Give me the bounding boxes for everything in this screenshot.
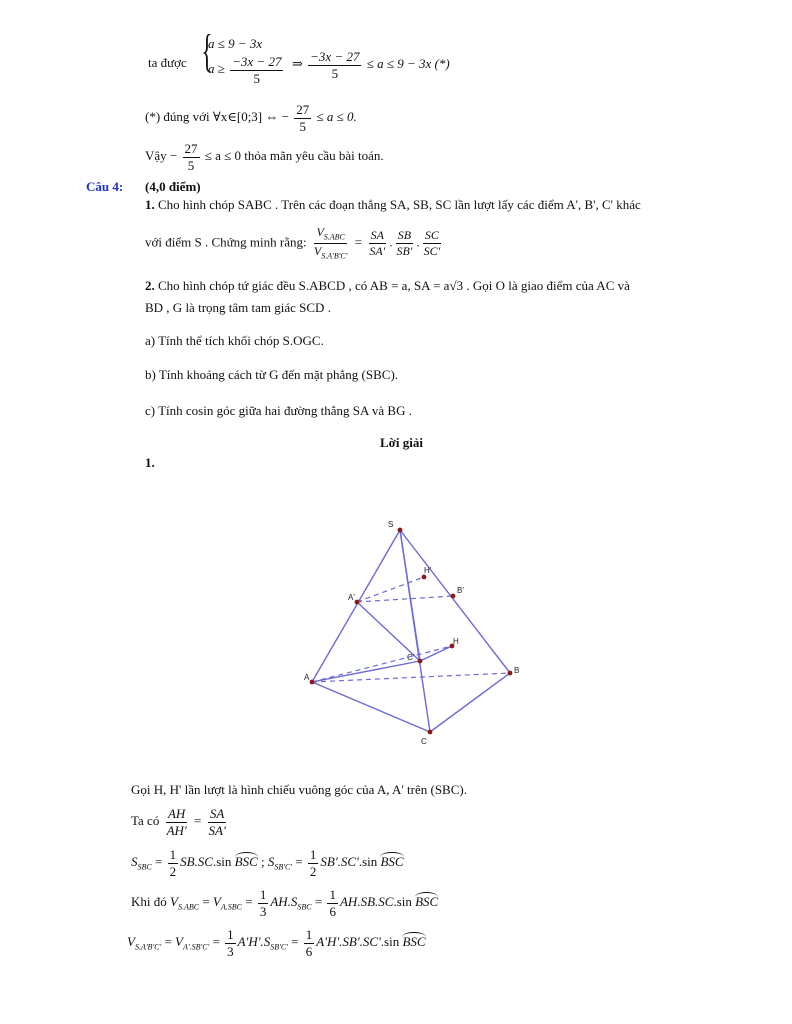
solution-part: 1. — [145, 455, 155, 470]
question-label: Câu 4: — [86, 179, 124, 194]
solution-volume-line2: $V_{S.A'B'C'} = V_{A'.SB'C'}$ = $\frac{1}{3}$ $A'H'.S_{SB'C'}$ = $\frac{1}{6}$ A'H'.SB'.SC'.sin BSC — [127, 927, 426, 959]
solution-title: Lời giải — [380, 435, 423, 450]
conclusion: Vậy − $\frac{27}{5}$ ≤ a ≤ 0 thỏa mãn yêu cầu bài toán. — [145, 141, 384, 173]
pyramid-figure — [290, 515, 530, 750]
system-brace: { — [201, 25, 213, 76]
label-S: S — [388, 520, 394, 529]
solution-area-line: $S_{SBC}$ = $\frac{1}{2}$ SB.SC.sin BSC ; $S_{SB'C'}$ = $\frac{1}{2}$ SB'.SC'.sin BSC — [131, 847, 404, 879]
label-B-prime: B' — [457, 586, 464, 595]
part2-b: b) Tính khoảng cách từ G đến mặt phẳng (SBC). — [145, 367, 399, 382]
part2-text: 2. Cho hình chóp tứ giác đều S.ABCD , có AB = a, SA = a√3 . Gọi O là giao điểm của AC và — [145, 278, 630, 293]
question-points: (4,0 điểm) — [145, 179, 201, 194]
part2-a: a) Tính thể tích khối chóp S.OGC. — [145, 333, 324, 348]
label-H: H — [453, 637, 459, 646]
star-condition: (*) đúng với ∀x∈[0;3] ⇔ − $\frac{27}{5}$ ≤ a ≤ 0. — [145, 102, 357, 134]
part2-text2: BD , G là trọng tâm tam giác SCD . — [145, 300, 331, 315]
part1-text: 1. Cho hình chóp SABC . Trên các đoạn thẳng SA, SB, SC lần lượt lấy các điểm A', B', C' khác — [145, 197, 641, 212]
label-A-prime: A' — [348, 593, 355, 602]
part2-c: c) Tính cosin góc giữa hai đường thẳng SA và BG . — [145, 403, 412, 418]
system-eq1: a ≤ 9 − 3x — [208, 36, 263, 51]
solution-taco: Ta có $\frac{AH}{AH'}$ = $\frac{SA}{SA'}$ — [131, 806, 226, 838]
part1-text2: với điểm S . Chứng minh rằng: $\frac{V_{S.ABC}}{V_{S.A'B'C'}}$ = $\frac{SA}{SA'}$ . $\frac{SB}{SB'}$ . $\frac{SC}{SC'}$ — [145, 225, 441, 261]
label-B: B — [514, 666, 520, 675]
system-eq2: a ≥ $\frac{-3x - 27}{5}$ — [208, 54, 282, 86]
solution-volume-line1: Khi đó $V_{S.ABC} = V_{A.SBC}$ = $\frac{1}{3}$ $AH.S_{SBC}$ = $\frac{1}{6}$ AH.SB.SC.sin BSC — [131, 887, 439, 919]
ta-duoc-label: ta được — [148, 55, 187, 70]
label-C-prime: C' — [407, 653, 415, 662]
label-C: C — [421, 737, 427, 746]
solution-goi: Gọi H, H' lần lượt là hình chiếu vuông góc của A, A' trên (SBC). — [131, 782, 467, 797]
label-H-prime: H' — [424, 566, 432, 575]
label-A: A — [304, 673, 310, 682]
implication: ⇒ $\frac{-3x - 27}{5}$ ≤ a ≤ 9 − 3x (*) — [292, 49, 450, 81]
